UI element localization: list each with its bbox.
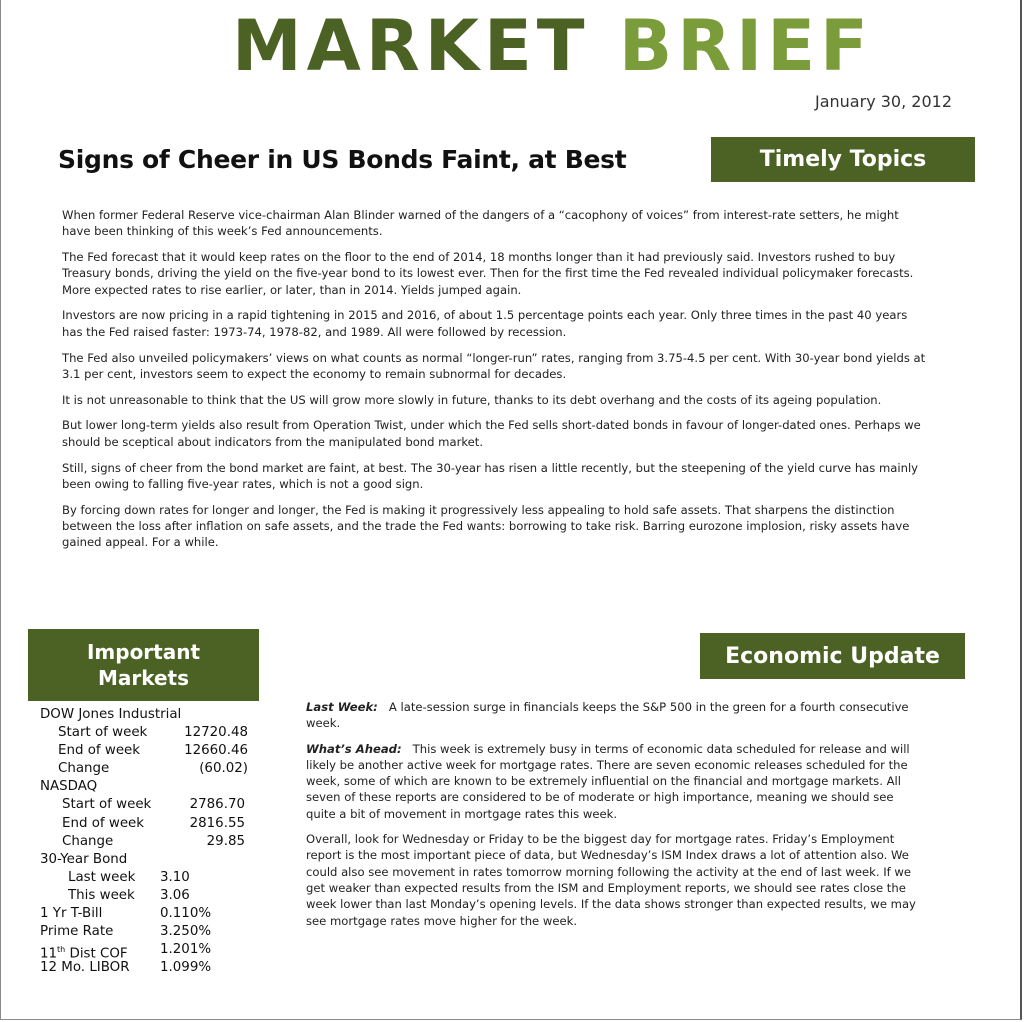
market-row xyxy=(40,905,270,923)
market-label: Change xyxy=(62,833,114,849)
last-week-lead: Last Week: xyxy=(306,700,378,714)
market-value: 3.06 xyxy=(160,887,190,903)
article-paragraph: The Fed forecast that it would keep rates on the floor to the end of 2014, 18 months longer than it had previously said. Investors rushed to buy Treasury bonds, driving the yield on the five-year bond to its lowest ever. Then for the first time the Fed revealed individual policymaker forecasts. More expected rates to rise earlier, or later, than in 2014. Yields jumped again. xyxy=(62,250,914,297)
market-label: Prime Rate xyxy=(40,924,114,940)
economic-paragraph xyxy=(306,699,918,732)
market-row xyxy=(40,760,270,778)
section-header-important-markets xyxy=(28,629,259,701)
article-paragraph: By forcing down rates for longer and longer, the Fed is making it progressively less appealing to hold safe assets. That sharpens the distinction between the loss after inflation on safe assets, and the trade the Fed wants: borrowing to take risk. Barring eurozone implosion, risky assets have gained appeal. For a while. xyxy=(62,502,910,550)
market-row xyxy=(40,778,270,796)
article-paragraph: When former Federal Reserve vice-chairman Alan Blinder warned of the dangers of a “cacophony of voices” from interest-rate setters, he might have been thinking of this week’s Fed announcements. xyxy=(62,208,899,239)
market-group-title: NASDAQ xyxy=(40,779,98,795)
market-row xyxy=(40,706,270,724)
masthead-title xyxy=(232,6,962,86)
market-value: 1.099% xyxy=(160,960,212,976)
market-label: Last week xyxy=(68,869,136,885)
whats-ahead-lead: What’s Ahead: xyxy=(306,741,402,756)
market-row xyxy=(40,742,270,760)
article-paragraph: It is not unreasonable to think that the US will grow more slowly in future, thanks to its debt overhang and the costs of its ageing population. xyxy=(62,392,882,407)
market-label: Start of week xyxy=(62,797,152,813)
market-label-part: Dist COF xyxy=(65,946,128,962)
market-value: 3.10 xyxy=(160,869,190,885)
article-paragraph: Still, signs of cheer from the bond market are faint, at best. The 30-year has risen a little recently, but the steepening of the yield curve has mainly been owing to falling five-year rates, which is not a good sign. xyxy=(62,460,919,491)
last-week-text: A late-session surge in financials keeps the S&P 500 in the green for a fourth consecutive week. xyxy=(306,700,909,731)
market-label: End of week xyxy=(58,743,141,759)
market-label: 1 Yr T-Bill xyxy=(40,906,103,922)
market-row xyxy=(40,796,270,814)
market-label: 12 Mo. LIBOR xyxy=(40,960,130,976)
market-value: 29.85 xyxy=(206,833,245,849)
market-label: Start of week xyxy=(58,725,148,741)
market-group-title: DOW Jones Industrial xyxy=(40,707,182,722)
masthead-word-market: MARKET xyxy=(232,5,590,87)
market-row xyxy=(40,941,270,962)
market-row xyxy=(40,851,270,869)
market-value: 2786.70 xyxy=(189,797,245,813)
article-paragraph: Investors are now pricing in a rapid tightening in 2015 and 2016, of about 1.5 percentage points each year. Only three times in the past 40 years has the Fed raised faster: 1973-74, 1978-82, and 1989. All were followed by recession. xyxy=(62,308,908,339)
important-markets-line1: Important xyxy=(86,640,201,664)
market-row xyxy=(40,869,270,887)
market-label-sup: th xyxy=(57,945,66,955)
market-row xyxy=(40,724,270,742)
market-value: 12660.46 xyxy=(184,743,248,759)
market-value: (60.02) xyxy=(199,761,248,777)
market-group-title: 30-Year Bond xyxy=(40,851,128,867)
market-value: 3.250% xyxy=(160,924,212,940)
market-row xyxy=(40,833,270,851)
economic-paragraph xyxy=(306,741,918,822)
market-label: End of week xyxy=(62,815,145,831)
market-row xyxy=(40,923,270,941)
market-row xyxy=(40,959,270,977)
markets-table xyxy=(40,706,270,977)
article-paragraph: But lower long-term yields also result from Operation Twist, under which the Fed sells short-dated bonds in favour of longer-dated ones. Perhaps we should be sceptical about indicators from the manipulated bond market. xyxy=(62,418,921,449)
market-value: 0.110% xyxy=(160,906,212,922)
article-paragraph: The Fed also unveiled policymakers’ views on what counts as normal “longer-run” rates, ranging from 3.75-4.5 per cent. With 30-year bond yields at 3.1 per cent, investors seem to expect the economy to remain subnormal for decades. xyxy=(62,350,926,381)
whats-ahead-text: This week is extremely busy in terms of economic data scheduled for release and will likely be another active week for mortgage rates. There are seven economic releases scheduled for the week, some of which are known to be extremely influential on the financial and mortgage markets. All seven of these reports are considered to be of moderate or high importance, meaning we should see quite a bit of movement in mortgage rates this week. xyxy=(306,741,910,821)
economic-paragraph: Overall, look for Wednesday or Friday to be the biggest day for mortgage rates. Friday’s Employment report is the most important piece of data, but Wednesday’s ISM Index draws a lot of attention also. We could also see movement in rates tomorrow morning following the activity at the end of last week. If we get weaker than expected results from the ISM and Employment reports, we should see rates close the week lower than last Monday’s opening levels. If the data shows stronger than expected results, we may see mortgage rates move higher for the week. xyxy=(306,832,916,928)
article-headline: Signs of Cheer in US Bonds Faint, at Best xyxy=(58,145,627,174)
market-row xyxy=(40,887,270,905)
issue-date: January 30, 2012 xyxy=(815,92,952,111)
economic-update-body xyxy=(306,699,918,938)
market-label-part: 11 xyxy=(40,946,58,962)
masthead-word-brief: BRIEF xyxy=(618,5,873,87)
section-header-timely-topics: Timely Topics xyxy=(711,137,975,182)
market-row xyxy=(40,815,270,833)
market-label: Change xyxy=(58,761,110,777)
market-value: 1.201% xyxy=(160,942,212,958)
market-value: 2816.55 xyxy=(189,815,245,831)
market-label: This week xyxy=(68,887,135,903)
article-body xyxy=(62,207,930,560)
section-header-economic-update: Economic Update xyxy=(700,633,965,679)
market-value: 12720.48 xyxy=(184,725,248,741)
important-markets-line2: Markets xyxy=(97,666,190,690)
